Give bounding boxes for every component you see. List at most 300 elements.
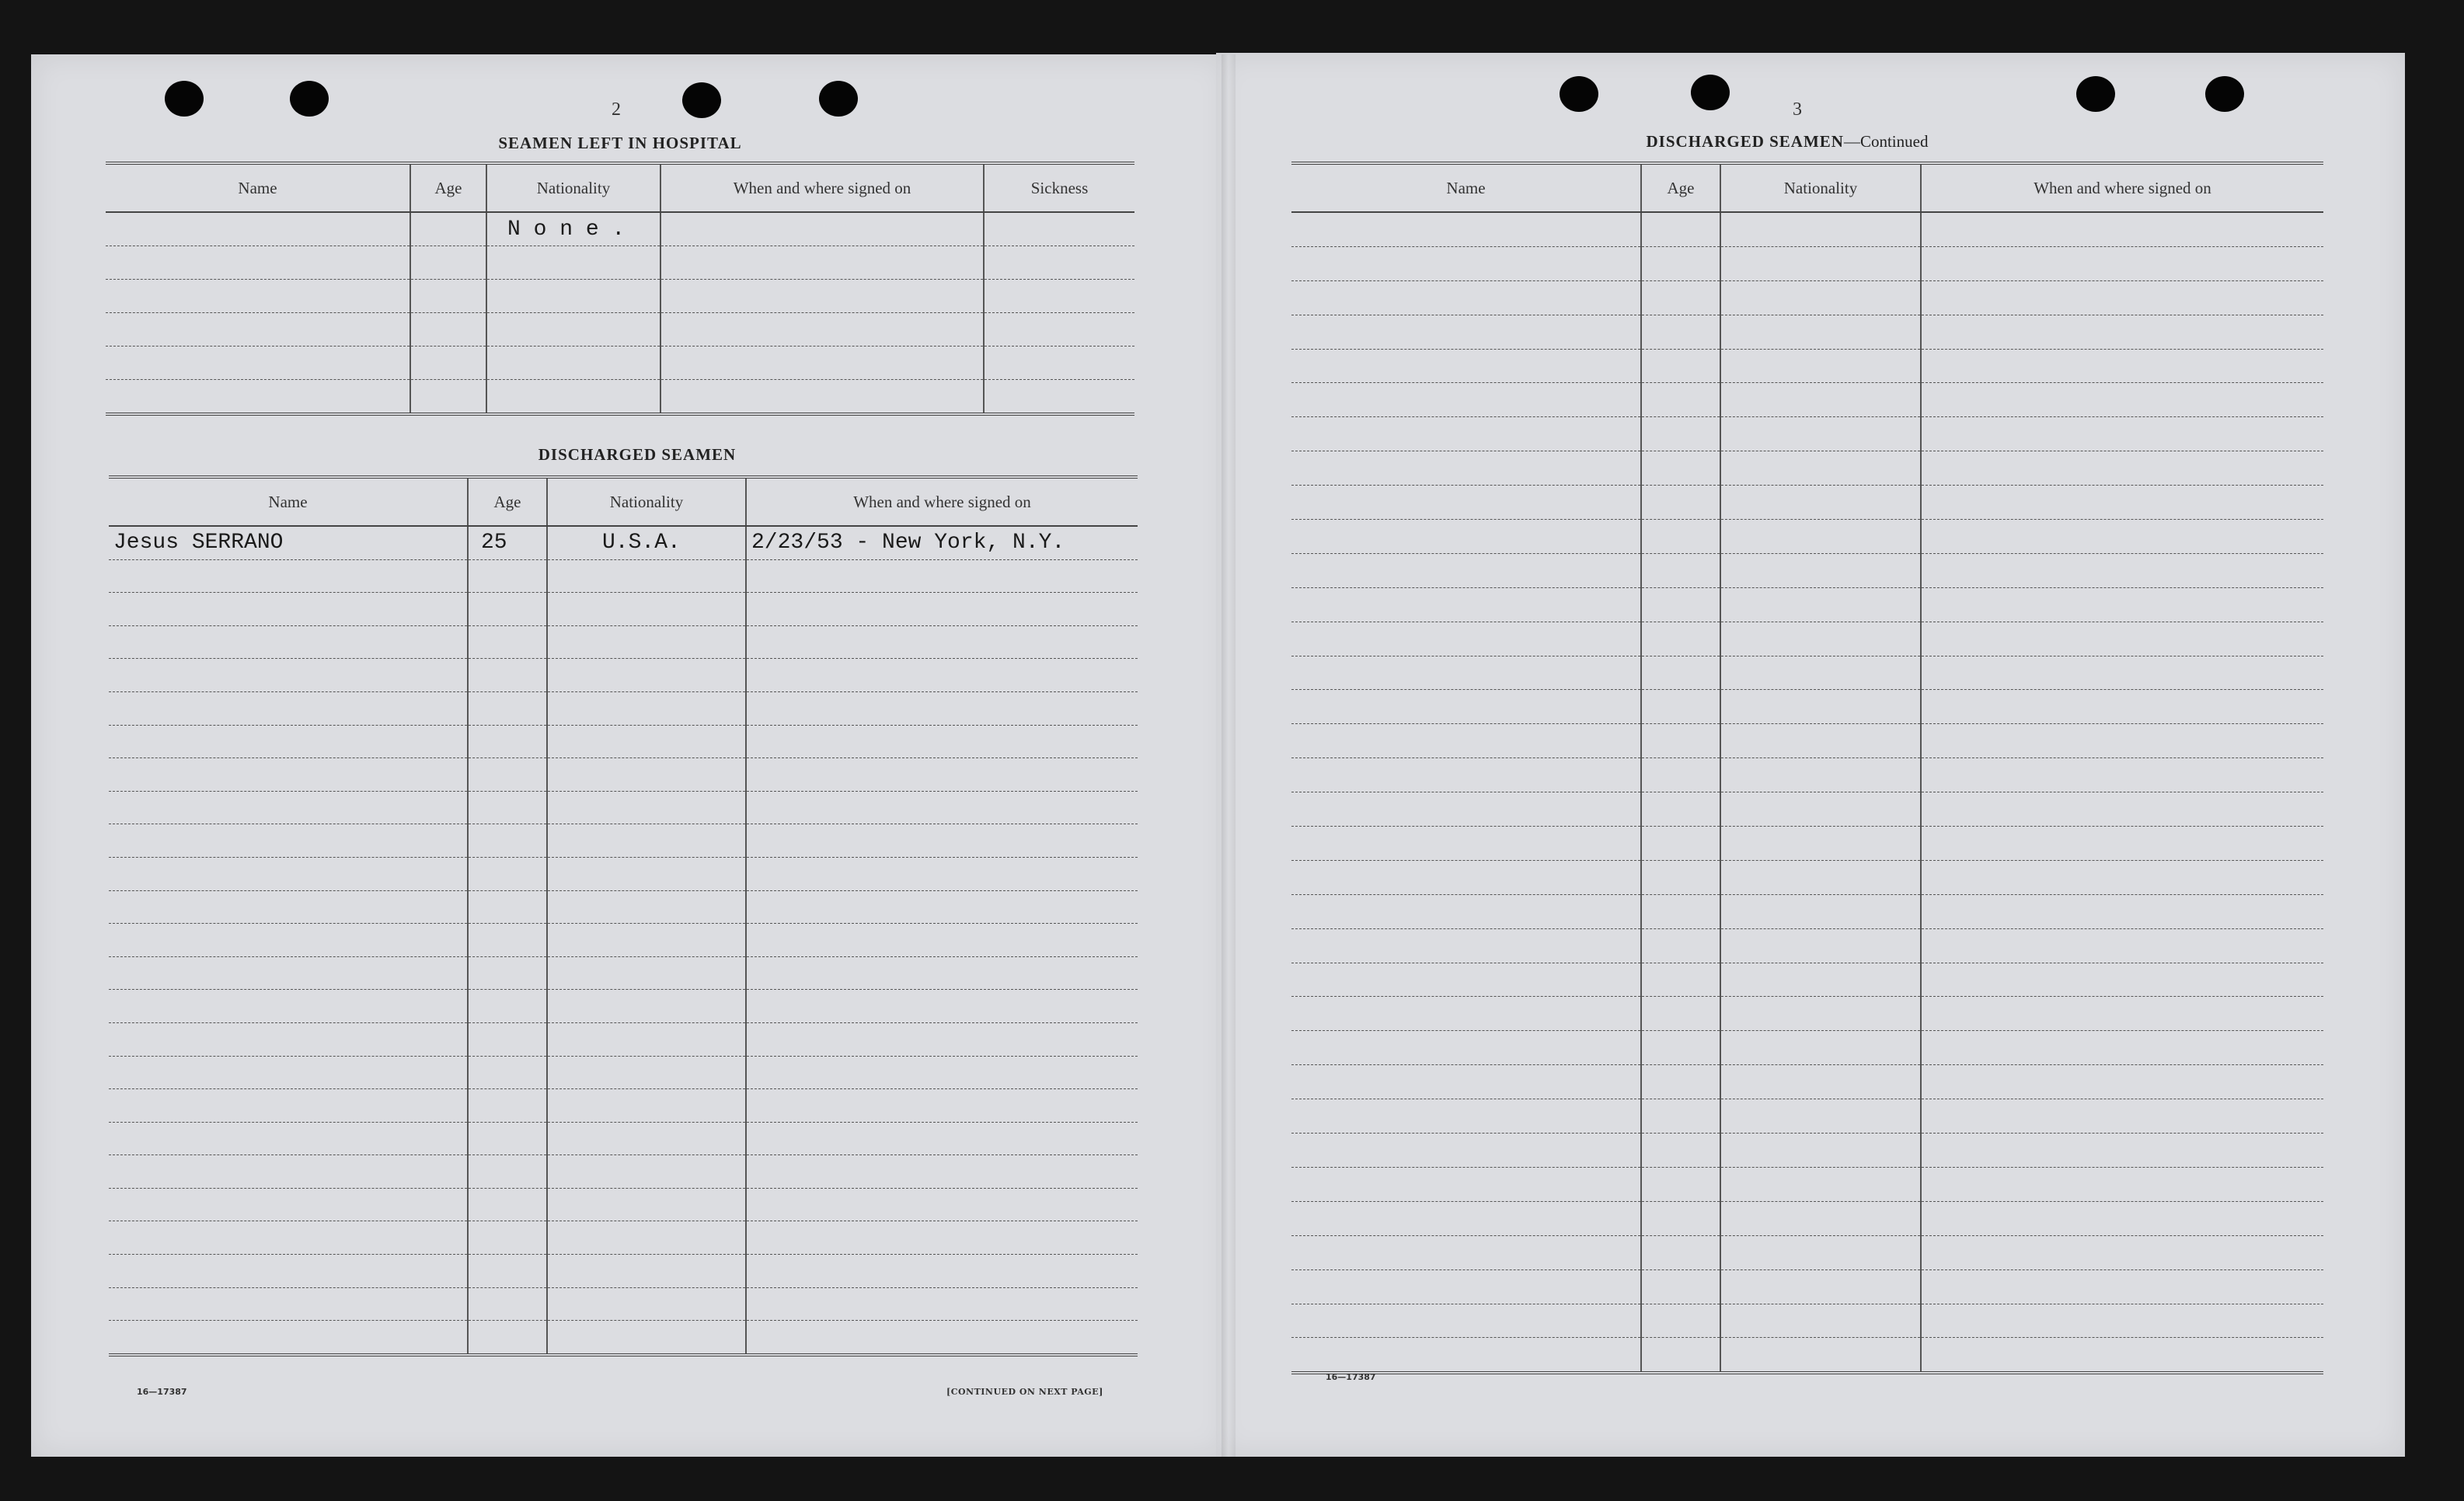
cell-name (1291, 1338, 1641, 1373)
table-row (1291, 486, 2323, 520)
cell-nationality (1720, 622, 1921, 656)
cell-name (109, 990, 468, 1023)
cell-name (1291, 724, 1641, 758)
cell-age (1641, 860, 1720, 894)
cell-signed-on (746, 890, 1138, 924)
table-row (106, 246, 1134, 280)
cell-age (1641, 212, 1720, 246)
cell-signed-on (1921, 383, 2323, 417)
cell-age (1641, 656, 1720, 690)
cell-age (468, 625, 547, 659)
cell-age (1641, 1235, 1720, 1269)
cell-sickness (984, 246, 1134, 280)
cell-signed-on (1921, 1235, 2323, 1269)
table-row (1291, 1031, 2323, 1065)
cell-signed-on (1921, 212, 2323, 246)
cell-nationality (1720, 486, 1921, 520)
cell-age (468, 1221, 547, 1255)
table-row (1291, 1065, 2323, 1099)
cell-signed-on (746, 1122, 1138, 1155)
cell-name (109, 1188, 468, 1221)
cell-signed-on (1921, 1031, 2323, 1065)
cell-signed-on (1921, 1338, 2323, 1373)
cell-signed-on (1921, 417, 2323, 451)
cell-nationality (547, 956, 746, 990)
cell-name (1291, 758, 1641, 792)
cell-name (1291, 963, 1641, 997)
table-row (109, 1221, 1138, 1255)
table-row (109, 691, 1138, 725)
cell-age (468, 924, 547, 957)
cell-nationality (1720, 1099, 1921, 1134)
cell-name (1291, 451, 1641, 486)
table-row (109, 990, 1138, 1023)
section-title-suffix: —Continued (1843, 132, 1929, 151)
table-row (109, 1155, 1138, 1189)
table-row (109, 593, 1138, 626)
form-code: 16—17387 (137, 1387, 187, 1397)
cell-age (1641, 928, 1720, 963)
header-name: Name (106, 163, 410, 212)
cell-sickness (984, 347, 1134, 380)
cell-signed-on (1921, 1269, 2323, 1304)
table-row (109, 1188, 1138, 1221)
cell-age (410, 246, 486, 280)
cell-age (1641, 1134, 1720, 1168)
cell-age (468, 659, 547, 692)
table-row (1291, 1235, 2323, 1269)
table-row (109, 1022, 1138, 1056)
cell-signed-on (1921, 451, 2323, 486)
cell-signed-on (746, 791, 1138, 824)
cell-age (1641, 553, 1720, 587)
cell-nationality (1720, 246, 1921, 280)
cell-name (1291, 928, 1641, 963)
cell-signed-on (1921, 963, 2323, 997)
punch-hole (682, 82, 721, 118)
table-row (1291, 622, 2323, 656)
table-row (109, 924, 1138, 957)
cell-signed-on (1921, 894, 2323, 928)
cell-name (106, 212, 410, 246)
header-age: Age (1641, 163, 1720, 212)
cell-age (1641, 758, 1720, 792)
cell-name (109, 659, 468, 692)
cell-nationality (547, 593, 746, 626)
table-row (109, 1321, 1138, 1355)
cell-nationality (547, 1122, 746, 1155)
cell-age (1641, 451, 1720, 486)
cell-signed-on (1921, 1167, 2323, 1201)
cell-nationality: U.S.A. (547, 526, 746, 559)
table-row (1291, 280, 2323, 315)
table-row (109, 956, 1138, 990)
cell-signed-on (1921, 724, 2323, 758)
cell-nationality (1720, 724, 1921, 758)
cell-name (106, 313, 410, 347)
cell-name (1291, 860, 1641, 894)
cell-signed-on (1921, 997, 2323, 1031)
cell-signed-on (746, 659, 1138, 692)
cell-nationality (1720, 1235, 1921, 1269)
header-nationality: Nationality (486, 163, 660, 212)
cell-name (1291, 997, 1641, 1031)
table-row (109, 857, 1138, 890)
cell-name (1291, 383, 1641, 417)
cell-age (468, 1056, 547, 1089)
cell-signed-on (1921, 349, 2323, 383)
cell-signed-on (746, 559, 1138, 593)
table-row (1291, 383, 2323, 417)
cell-age (410, 313, 486, 347)
cell-age (468, 1255, 547, 1288)
cell-age (1641, 724, 1720, 758)
cell-name (1291, 690, 1641, 724)
cell-name (1291, 246, 1641, 280)
cell-signed-on (746, 1155, 1138, 1189)
cell-nationality (1720, 553, 1921, 587)
punch-hole (165, 81, 204, 117)
cell-age (468, 1122, 547, 1155)
cell-age (1641, 280, 1720, 315)
cell-name (109, 924, 468, 957)
cell-name (1291, 1269, 1641, 1304)
cell-name (109, 1056, 468, 1089)
cell-nationality (1720, 963, 1921, 997)
cell-signed-on (1921, 656, 2323, 690)
cell-sickness (984, 212, 1134, 246)
cell-nationality (547, 924, 746, 957)
table-row (1291, 349, 2323, 383)
cell-signed-on (746, 990, 1138, 1023)
table-row (109, 1122, 1138, 1155)
table-row (1291, 1167, 2323, 1201)
header-age: Age (468, 477, 547, 526)
cell-name (1291, 486, 1641, 520)
cell-name (1291, 349, 1641, 383)
cell-nationality (486, 280, 660, 313)
cell-name (109, 890, 468, 924)
table-row (1291, 997, 2323, 1031)
cell-nationality (547, 691, 746, 725)
cell-signed-on (746, 1321, 1138, 1355)
cell-name (106, 347, 410, 380)
header-name: Name (109, 477, 468, 526)
cell-name (109, 1255, 468, 1288)
cell-age (410, 280, 486, 313)
table-row (1291, 1338, 2323, 1373)
cell-age (468, 990, 547, 1023)
cell-name (1291, 1031, 1641, 1065)
cell-signed-on (1921, 246, 2323, 280)
cell-age (1641, 1304, 1720, 1338)
discharged-continued-table (1291, 162, 2323, 1374)
table-row (1291, 1304, 2323, 1338)
discharged-table (109, 475, 1138, 1356)
cell-name (1291, 827, 1641, 861)
cell-age (468, 725, 547, 758)
cell-age (1641, 1065, 1720, 1099)
cell-age (1641, 587, 1720, 622)
cell-name (109, 1221, 468, 1255)
cell-age (1641, 1338, 1720, 1373)
cell-name (106, 246, 410, 280)
table-row (1291, 792, 2323, 827)
table-row (1291, 1099, 2323, 1134)
cell-name (1291, 1304, 1641, 1338)
header-signed-on: When and where signed on (746, 477, 1138, 526)
cell-nationality (1720, 1304, 1921, 1338)
cell-age (1641, 1167, 1720, 1201)
cell-nationality (547, 758, 746, 792)
cell-age (1641, 383, 1720, 417)
cell-name (109, 824, 468, 858)
cell-nationality (1720, 587, 1921, 622)
cell-nationality (486, 246, 660, 280)
cell-age (468, 758, 547, 792)
cell-nationality (1720, 315, 1921, 349)
cell-age (468, 890, 547, 924)
cell-age (1641, 315, 1720, 349)
header-signed-on: When and where signed on (660, 163, 984, 212)
table-row (1291, 758, 2323, 792)
cell-age (468, 956, 547, 990)
cell-name (1291, 1167, 1641, 1201)
page-fold (1222, 54, 1235, 1457)
table-header-row (106, 163, 1134, 212)
continued-note: [CONTINUED ON NEXT PAGE] (946, 1387, 1103, 1397)
header-age: Age (410, 163, 486, 212)
table-row (109, 791, 1138, 824)
table-row (106, 212, 1134, 246)
cell-age (468, 593, 547, 626)
table-row (109, 1287, 1138, 1321)
cell-age (410, 212, 486, 246)
table-row (109, 725, 1138, 758)
hospital-table (106, 162, 1134, 416)
cell-age (468, 1287, 547, 1321)
header-sickness: Sickness (984, 163, 1134, 212)
table-row (1291, 587, 2323, 622)
cell-nationality (1720, 758, 1921, 792)
cell-name (1291, 417, 1641, 451)
table-row (106, 347, 1134, 380)
cell-nationality (1720, 451, 1921, 486)
punch-hole (290, 81, 329, 117)
cell-signed-on (746, 725, 1138, 758)
cell-age (1641, 827, 1720, 861)
continued-section-title (1577, 132, 1997, 151)
table-header-row (109, 477, 1138, 526)
punch-hole (2205, 76, 2244, 112)
table-row (109, 526, 1138, 559)
cell-sickness (984, 280, 1134, 313)
cell-name (109, 1321, 468, 1355)
cell-signed-on (1921, 1065, 2323, 1099)
table-row (1291, 520, 2323, 554)
cell-nationality (486, 313, 660, 347)
cell-nationality (547, 824, 746, 858)
page-number: 2 (612, 99, 621, 120)
cell-nationality (547, 857, 746, 890)
cell-sickness (984, 313, 1134, 347)
cell-signed-on (746, 956, 1138, 990)
cell-signed-on (746, 625, 1138, 659)
table-row (109, 559, 1138, 593)
cell-signed-on (1921, 280, 2323, 315)
cell-nationality (1720, 383, 1921, 417)
cell-age (468, 1188, 547, 1221)
cell-nationality (1720, 928, 1921, 963)
cell-age (468, 691, 547, 725)
cell-name (109, 758, 468, 792)
table-row (1291, 860, 2323, 894)
cell-nationality (1720, 1134, 1921, 1168)
cell-name (109, 625, 468, 659)
cell-nationality (547, 890, 746, 924)
cell-signed-on (746, 691, 1138, 725)
cell-signed-on (1921, 1099, 2323, 1134)
table-row (1291, 1134, 2323, 1168)
cell-name (109, 1287, 468, 1321)
cell-nationality (547, 559, 746, 593)
cell-nationality (547, 1022, 746, 1056)
cell-signed-on (746, 1221, 1138, 1255)
cell-nationality (486, 347, 660, 380)
cell-age (468, 857, 547, 890)
cell-name (1291, 622, 1641, 656)
table-row (109, 659, 1138, 692)
cell-age (468, 559, 547, 593)
cell-age (468, 824, 547, 858)
cell-name (109, 1122, 468, 1155)
cell-age (1641, 622, 1720, 656)
cell-name (106, 380, 410, 415)
table-row (1291, 212, 2323, 246)
table-row (106, 380, 1134, 415)
header-signed-on: When and where signed on (1921, 163, 2323, 212)
cell-name (109, 725, 468, 758)
cell-nationality (547, 725, 746, 758)
table-row (1291, 246, 2323, 280)
cell-signed-on (660, 280, 984, 313)
cell-signed-on (746, 593, 1138, 626)
cell-age (468, 1155, 547, 1189)
cell-signed-on (746, 924, 1138, 957)
cell-name (1291, 1134, 1641, 1168)
cell-signed-on (1921, 1201, 2323, 1235)
cell-age (1641, 1099, 1720, 1134)
cell-name (1291, 894, 1641, 928)
cell-nationality (547, 1155, 746, 1189)
table-row (1291, 1269, 2323, 1304)
cell-signed-on (660, 313, 984, 347)
cell-signed-on (746, 1188, 1138, 1221)
cell-name (1291, 520, 1641, 554)
cell-signed-on (1921, 1304, 2323, 1338)
table-row (1291, 1201, 2323, 1235)
cell-age (1641, 894, 1720, 928)
cell-signed-on (1921, 928, 2323, 963)
punch-hole (2076, 76, 2115, 112)
cell-nationality (1720, 520, 1921, 554)
cell-age (410, 347, 486, 380)
cell-nationality (547, 625, 746, 659)
table-row (1291, 690, 2323, 724)
cell-signed-on (1921, 792, 2323, 827)
cell-sickness (984, 380, 1134, 415)
cell-age (1641, 1031, 1720, 1065)
cell-name (1291, 792, 1641, 827)
cell-signed-on: 2/23/53 - New York, N.Y. (746, 526, 1138, 559)
cell-name (109, 1155, 468, 1189)
cell-signed-on (660, 246, 984, 280)
table-row (1291, 928, 2323, 963)
cell-age (468, 791, 547, 824)
cell-name (109, 559, 468, 593)
table-row (1291, 451, 2323, 486)
cell-name (1291, 1099, 1641, 1134)
cell-nationality (1720, 656, 1921, 690)
cell-name (1291, 1235, 1641, 1269)
cell-nationality (1720, 997, 1921, 1031)
cell-nationality (1720, 212, 1921, 246)
section-title-text: DISCHARGED SEAMEN (1646, 132, 1844, 151)
cell-age (1641, 486, 1720, 520)
table-row (109, 1255, 1138, 1288)
cell-signed-on (1921, 860, 2323, 894)
cell-name (109, 956, 468, 990)
cell-nationality (1720, 792, 1921, 827)
cell-nationality (1720, 1167, 1921, 1201)
table-row (1291, 827, 2323, 861)
cell-signed-on (746, 1089, 1138, 1123)
cell-age (1641, 963, 1720, 997)
cell-nationality (1720, 1031, 1921, 1065)
cell-name (1291, 212, 1641, 246)
header-name: Name (1291, 163, 1641, 212)
table-row (1291, 553, 2323, 587)
cell-nationality: N o n e . (486, 212, 660, 246)
cell-nationality (1720, 280, 1921, 315)
table-row (109, 824, 1138, 858)
cell-age (468, 1089, 547, 1123)
cell-name (109, 691, 468, 725)
cell-signed-on (746, 1255, 1138, 1288)
cell-nationality (547, 990, 746, 1023)
cell-signed-on (660, 347, 984, 380)
cell-age (1641, 246, 1720, 280)
cell-age (410, 380, 486, 415)
table-header-row (1291, 163, 2323, 212)
table-row (109, 890, 1138, 924)
table-row (106, 313, 1134, 347)
cell-nationality (1720, 1201, 1921, 1235)
table-row (1291, 417, 2323, 451)
cell-signed-on (746, 824, 1138, 858)
table-row (109, 1056, 1138, 1089)
cell-age (468, 1022, 547, 1056)
cell-nationality (547, 1287, 746, 1321)
cell-signed-on (1921, 758, 2323, 792)
cell-age (1641, 417, 1720, 451)
table-row (1291, 315, 2323, 349)
table-row (1291, 656, 2323, 690)
cell-nationality (1720, 1269, 1921, 1304)
cell-nationality (547, 1089, 746, 1123)
cell-age (1641, 1269, 1720, 1304)
cell-age (1641, 690, 1720, 724)
